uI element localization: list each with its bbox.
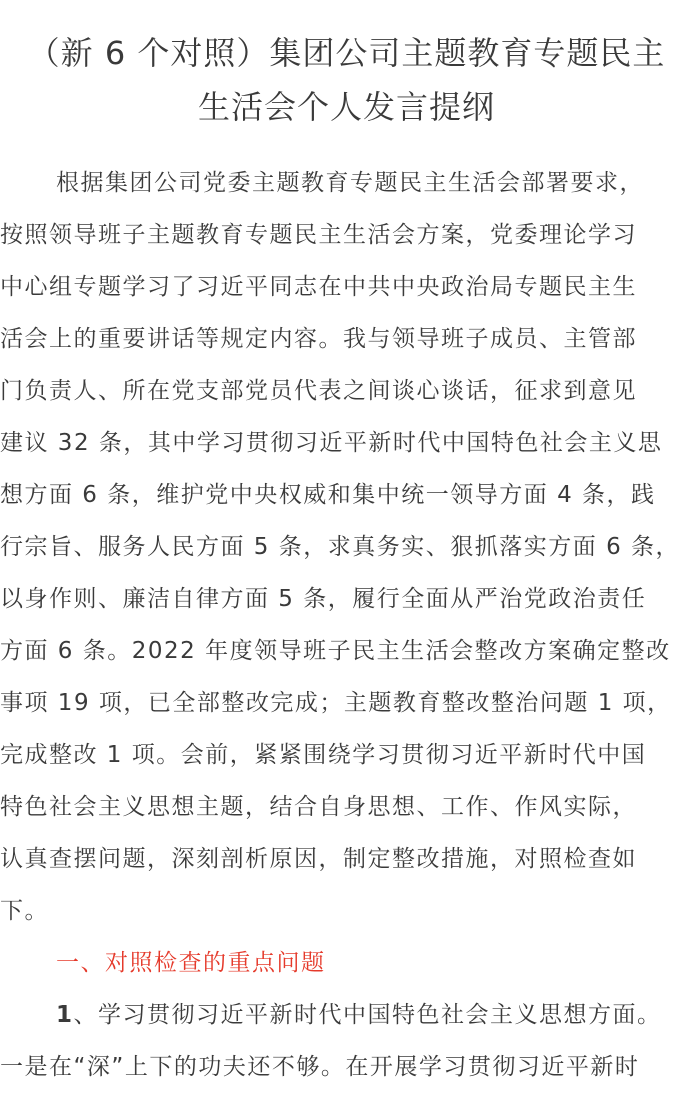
section-heading: 一、对照检查的重点问题 <box>56 950 326 976</box>
paragraph-line: 行宗旨、服务人民方面 5 条，求真务实、狠抓落实方面 6 条， <box>0 534 681 560</box>
item-text: 、学习贯彻习近平新时代中国特色社会主义思想方面。 <box>73 1002 662 1028</box>
paragraph-line: 建议 32 条，其中学习贯彻习近平新时代中国特色社会主义思 <box>0 430 663 456</box>
item-number: 1 <box>56 1002 74 1028</box>
paragraph-line: 中心组专题学习了习近平同志在中共中央政治局专题民主生 <box>0 274 637 300</box>
paragraph-line: 完成整改 1 项。会前，紧紧围绕学习贯彻习近平新时代中国 <box>0 742 647 768</box>
paragraph-line: 门负责人、所在党支部党员代表之间谈心谈话，征求到意见 <box>0 378 637 404</box>
paragraph-line: 活会上的重要讲话等规定内容。我与领导班子成员、主管部 <box>0 326 637 352</box>
paragraph-line: 认真查摆问题，深刻剖析原因，制定整改措施，对照检查如 <box>0 846 637 872</box>
paragraph-line: 以身作则、廉洁自律方面 5 条，履行全面从严治党政治责任 <box>0 586 647 612</box>
paragraph-line: 方面 6 条。2022 年度领导班子民主生活会整改方案确定整改 <box>0 638 671 664</box>
paragraph-line: 按照领导班子主题教育专题民主生活会方案，党委理论学习 <box>0 222 637 248</box>
document-title-line-2: 生活会个人发言提纲 <box>197 88 495 126</box>
paragraph-line: 特色社会主义思想主题，结合自身思想、工作、作风实际， <box>0 794 637 820</box>
document-title-line-1: （新 6 个对照）集团公司主题教育专题民主 <box>27 34 666 72</box>
paragraph-line: 事项 19 项，已全部整改完成；主题教育整改整治问题 1 项， <box>0 690 672 716</box>
paragraph-line: 一是在“深”上下的功夫还不够。在开展学习贯彻习近平新时 <box>0 1054 640 1080</box>
paragraph-line: 想方面 6 条，维护党中央权威和集中统一领导方面 4 条，践 <box>0 482 656 508</box>
paragraph-line: 根据集团公司党委主题教育专题民主生活会部署要求， <box>56 170 644 196</box>
paragraph-line: 下。 <box>0 898 49 924</box>
item-heading <box>56 989 693 1041</box>
